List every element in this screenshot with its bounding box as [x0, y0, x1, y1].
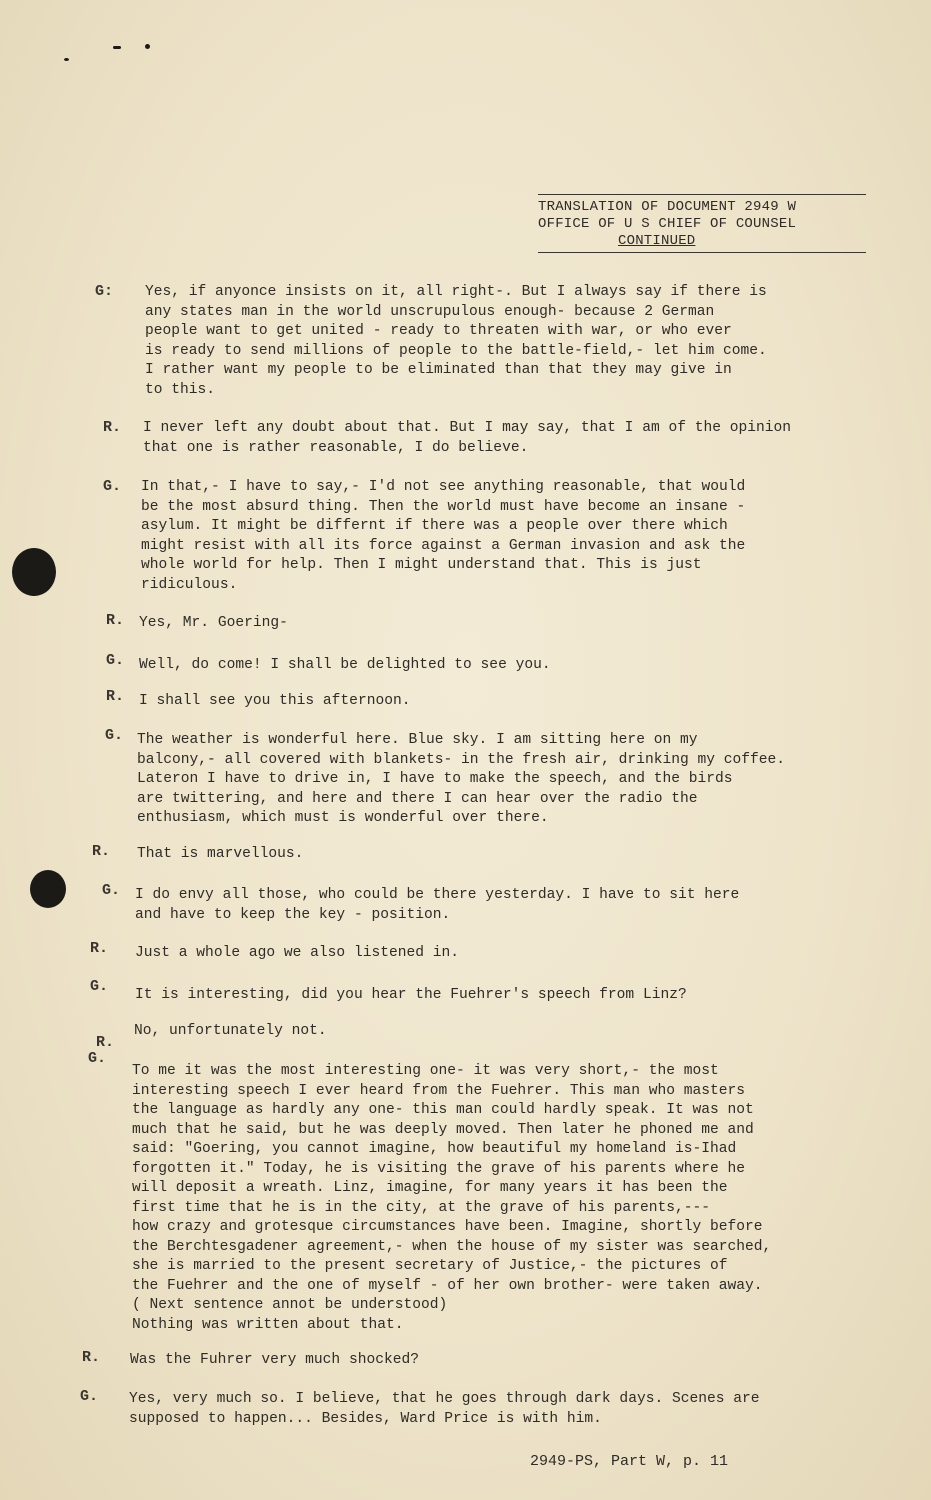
- dialogue-text: Was the Fuhrer very much shocked?: [130, 1352, 420, 1368]
- dialogue-text: Just a whole ago we also listened in.: [135, 945, 460, 961]
- speaker-label: G.: [103, 478, 122, 495]
- dialogue-text: Yes, if anyonce insists on it, all right-. But I always say if there is any states man in the world unscrupulous enough- because 2 German people want to get united - ready to threaten with war, or who ever is ready to send millions of people to the battle-field,- let him come. I rather want my people to be eliminated than that they may give in to this.: [145, 284, 767, 398]
- dialogue-text: To me it was the most interesting one- it was very short,- the most interesting speech I ever heard from the Fuehrer. This man who masters the language as hardly any one- this man could hardly speak. It was not much that he said, but he was deeply moved. Then later he phoned me and said: "Goering, you cannot imagine, how beautiful my homeland is-Ihad forgotten it." Today, he is visiting the grave of his parents where he will deposit a wreath. Linz, imagine, for many years it has been the first time that he is in the city, at the grave of his parents,--- how crazy and grotesque circumstances have been. Imagine, shortly before the Berchtesgadener agreement,- when the house of my sister was searched, she is married to the present secretary of Justice,- the pictures of the Fuehrer and the one of myself - of her own brother- were taken away. ( Next sentence annot be understood) Nothing was written about that.: [132, 1063, 772, 1333]
- dialogue-text: I never left any doubt about that. But I may say, that I am of the opinion that one is rather reasonable, I do believe.: [143, 420, 792, 456]
- dialogue-text: The weather is wonderful here. Blue sky. I am sitting here on my balcony,- all covered with blankets- in the fresh air, drinking my coffee. Lateron I have to drive in, I have to make the speech, and the birds are twittering, and here and there I can hear over the radio the enthusiasm, which must is wonderful over there.: [137, 732, 786, 826]
- dialogue-text: That is marvellous.: [137, 846, 304, 862]
- speaker-label: R.: [106, 612, 125, 629]
- dialogue-text: It is interesting, did you hear the Fuehrer's speech from Linz?: [135, 987, 687, 1003]
- page-reference: 2949-PS, Part W, p. 11: [530, 1453, 729, 1470]
- dialogue-text: Yes, Mr. Goering-: [139, 615, 288, 631]
- dialogue-text: I do envy all those, who could be there yesterday. I have to sit here and have to keep the key - position.: [135, 887, 740, 923]
- speaker-label: G.: [102, 882, 121, 899]
- ink-blot: [30, 870, 66, 908]
- header-title: TRANSLATION OF DOCUMENT 2949 W: [538, 199, 797, 215]
- header-continued: CONTINUED: [618, 233, 696, 249]
- speaker-label: R.: [96, 1034, 115, 1051]
- speaker-label: G.: [88, 1050, 107, 1067]
- ink-speck: [145, 44, 150, 49]
- speaker-label: R.: [90, 940, 109, 957]
- speaker-label: G.: [105, 727, 124, 744]
- speaker-label: R.: [92, 843, 111, 860]
- dialogue-text: I shall see you this afternoon.: [139, 693, 411, 709]
- speaker-label: R.: [82, 1349, 101, 1366]
- speaker-label: G:: [95, 283, 114, 300]
- header-office: OFFICE OF U S CHIEF OF COUNSEL: [538, 216, 797, 232]
- ink-speck: [113, 46, 121, 49]
- speaker-label: R.: [106, 688, 125, 705]
- ink-speck: [64, 58, 69, 61]
- ink-blot: [12, 548, 56, 596]
- dialogue-text: Well, do come! I shall be delighted to see you.: [139, 657, 551, 673]
- speaker-label: G.: [80, 1388, 99, 1405]
- document-header: [538, 194, 866, 253]
- dialogue-text: Yes, very much so. I believe, that he goes through dark days. Scenes are supposed to happen... Besides, Ward Price is with him.: [129, 1391, 760, 1427]
- dialogue-text: No, unfortunately not.: [134, 1023, 327, 1039]
- speaker-label: G.: [90, 978, 109, 995]
- speaker-label: G.: [106, 652, 125, 669]
- dialogue-text: In that,- I have to say,- I'd not see anything reasonable, that would be the most absurd thing. Then the world must have become an insane - asylum. It might be differnt if there was a people over there which might resist with all its force against a German invasion and ask the whole world for help. Then I might understand that. This is just ridiculous.: [141, 479, 746, 593]
- speaker-label: R.: [103, 419, 122, 436]
